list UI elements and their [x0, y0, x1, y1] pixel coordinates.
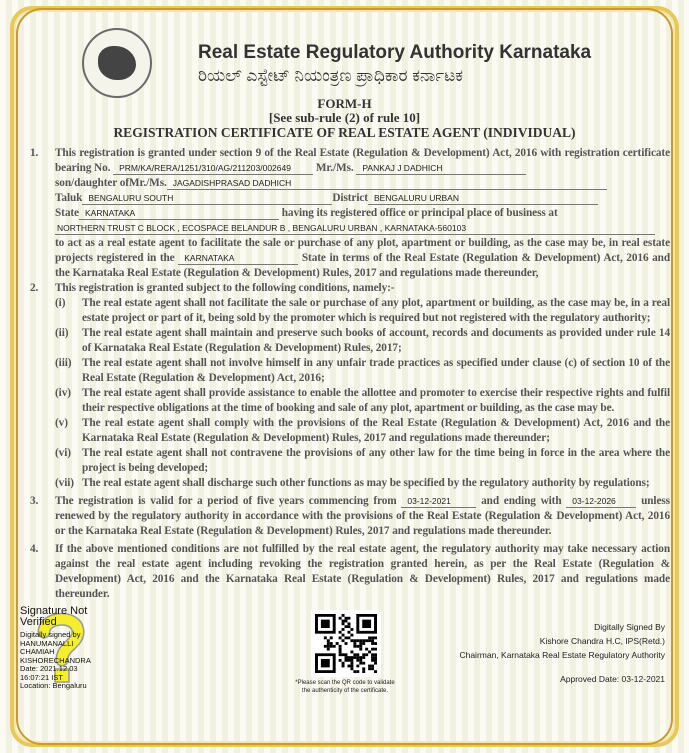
certificate-body	[30, 146, 670, 602]
signed-by-label: Digitally Signed By	[594, 622, 665, 632]
clause-text: and ending with	[481, 495, 562, 507]
label-son-daughter: son/daughter ofMr./Ms.	[55, 177, 167, 189]
signature-line: CHAMIAH	[20, 647, 55, 656]
condition-number: (vii)	[55, 477, 74, 489]
clause-1	[30, 146, 670, 281]
agent-name: PANKAJ J DADHICH	[356, 162, 526, 175]
registration-number: PRM/KA/RERA/1251/310/AG/211203/002649	[113, 162, 313, 175]
condition-text: The real estate agent shall not involve himself in any unfair trade practices as specified under clause (c) of section 10 of the Real Estate (Regulation & Development) Act, 2016;	[82, 357, 670, 384]
condition-item	[55, 446, 670, 476]
parent-name: JAGADISHPRASAD DADHICH	[167, 177, 607, 190]
clause-text: unless renewed by the regulatory authority in accordance with the provisions of the Real Estate (Regulation & Development) Act, 2016 or the Karnataka Real Estate (Regulation & Development) Rules, 2017 and regulations made thereunder.	[55, 495, 670, 537]
form-rule: [See sub-rule (2) of rule 10]	[268, 110, 421, 125]
signature-status: Signature Not Verified	[20, 605, 88, 628]
condition-number: (vi)	[55, 447, 71, 459]
condition-number: (iv)	[55, 387, 71, 399]
digital-signature-block	[20, 606, 100, 691]
clause-4	[30, 542, 670, 602]
condition-item	[55, 296, 670, 326]
condition-item	[55, 356, 670, 386]
label-district: District	[332, 192, 368, 204]
conditions-list	[30, 296, 670, 491]
signature-line: HANUMANALLI	[20, 638, 74, 648]
state-value: KARNATAKA	[79, 207, 279, 220]
certificate-heading: REGISTRATION CERTIFICATE OF REAL ESTATE AGENT (INDIVIDUAL)	[113, 125, 576, 140]
qr-note	[280, 679, 410, 695]
form-name: FORM-H	[317, 96, 372, 111]
condition-text: The real estate agent shall not facilitate the sale or purchase of any plot, apartment or building, as the case may be, in a real estate project or part of it, being sold by the promoter which is required but not registered with the regulatory authority;	[82, 297, 670, 324]
rera-karnataka-seal-logo	[82, 28, 152, 98]
clause-2	[30, 281, 670, 296]
clause-text: If the above mentioned conditions are not fulfilled by the real estate agent, the regulatory authority may take necessary action against the real estate agent including revoking the registration granted herein, as per the Real Estate (Regulation & Development) Act, 2016 and the Karnataka Real Estate (Regulation & Development) Rules, 2017 and regulations made thereunder.	[55, 543, 670, 600]
office-address: NORTHERN TRUST C BLOCK , ECOSPACE BELANDUR B , BENGALURU URBAN , KARNATAKA-560103	[55, 222, 655, 235]
signature-line: KISHORECHANDRA	[20, 655, 91, 665]
clause-text: to act as a real estate agent to facilitate the sale or purchase of any plot, apartment or building, as the case may be, in real estate projects registered in the	[55, 237, 670, 264]
verification-qr-code[interactable]	[311, 610, 381, 677]
approved-date: Approved Date: 03-12-2021	[560, 674, 665, 684]
condition-text: The real estate agent shall maintain and preserve such books of account, records and documents as provided under rule 14 of Karnataka Real Estate (Regulation & Development) Rules, 2017;	[82, 327, 670, 354]
signatory-title: Chairman, Karnataka Real Estate Regulatory Authority	[459, 650, 665, 660]
clause-number: 1.	[30, 147, 39, 159]
clause-text: State in terms of the Real Estate (Regulation & Development) Act, 2016 and the Karnataka Real Estate (Regulation & Development) Rules, 2017 and regulations made thereunder,	[55, 252, 671, 279]
valid-from-date: 03-12-2021	[401, 495, 476, 508]
condition-text: The real estate agent shall provide assistance to enable the allottee and promoter to exercise their respective rights and fulfil their respective obligations at the time of booking and sale of any plot, apartment or building, as the case may be.	[82, 387, 670, 414]
authority-title: Real Estate Regulatory Authority Karnataka	[198, 42, 592, 63]
clause-text: This registration is granted subject to the following conditions, namely:-	[55, 282, 395, 294]
project-state: KARNATAKA	[178, 252, 298, 265]
condition-text: The real estate agent shall comply with the provisions of the Real Estate (Regulation & Development) Act, 2016 and the Karnataka Real Estate (Regulation & Development) Rules, 2017 and regulations made thereunder;	[82, 417, 670, 444]
clause-number: 3.	[30, 495, 39, 507]
condition-number: (ii)	[55, 327, 69, 339]
condition-text: The real estate agent shall not contravene the provisions of any other law for the time being in force in the area where the project is being developed;	[82, 447, 670, 474]
condition-item	[55, 386, 670, 416]
qr-note-line: *Please scan the QR code to validate	[295, 680, 395, 686]
signature-line: Digitally signed by	[20, 630, 81, 639]
district-value: BENGALURU URBAN	[368, 192, 598, 205]
label-office: having its registered office or principal place of business at	[281, 207, 558, 219]
condition-item	[55, 326, 670, 356]
condition-number: (iii)	[55, 357, 72, 369]
label-mr-ms: Mr./Ms.	[315, 162, 354, 174]
signature-location: Location: Bengaluru	[20, 681, 87, 690]
taluk-value: BENGALURU SOUTH	[82, 192, 332, 205]
clause-3	[30, 494, 670, 539]
certificate-footer	[0, 606, 689, 706]
signatory-name: Kishore Chandra H.C, IPS(Retd.)	[539, 636, 665, 646]
condition-text: The real estate agent shall discharge such other functions as may be specified by the regulatory authority by regulations;	[82, 477, 650, 489]
label-state: State	[55, 207, 79, 219]
condition-number: (v)	[55, 417, 68, 429]
authority-title-kannada: ರಿಯಲ್ ಎಸ್ಟೇಟ್ ನಿಯಂತ್ರಣ ಪ್ರಾಧಿಕಾರ ಕರ್ನಾಟಕ	[198, 66, 463, 85]
signature-time: 16:07:21 IST	[20, 672, 63, 682]
clause-number: 4.	[30, 543, 39, 555]
clause-text: This registration is granted under section 9 of the Real Estate (Regulation & Development) Act, 2016 with registration certificate bearing No.	[55, 147, 670, 174]
qr-note-line: the authenticity of the certificate.	[301, 688, 389, 694]
condition-item	[55, 416, 670, 446]
label-taluk: Taluk	[55, 192, 83, 204]
valid-to-date: 03-12-2026	[566, 495, 636, 508]
signature-date: Date: 2021.12.03	[20, 664, 78, 673]
clause-number: 2.	[30, 282, 39, 294]
clause-text: The registration is valid for a period of five years commencing from	[55, 495, 397, 507]
condition-number: (i)	[55, 297, 66, 309]
condition-item	[55, 476, 670, 491]
authority-signature-block	[459, 620, 665, 686]
